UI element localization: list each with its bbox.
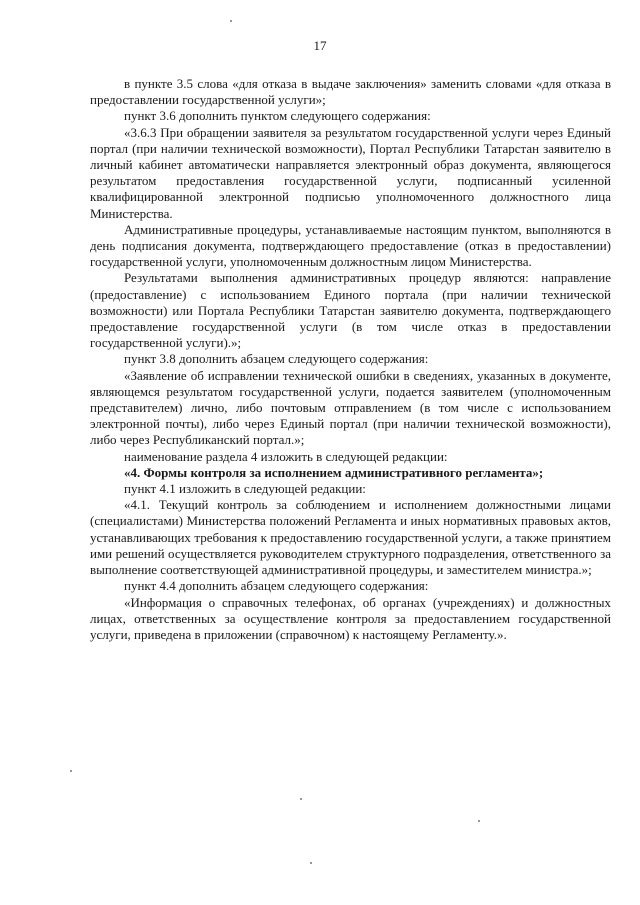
paragraph: в пункте 3.5 слова «для отказа в выдаче заключения» заменить словами «для отказа в предоставлении государственной услуги»;	[90, 76, 611, 108]
page-number: 17	[313, 38, 327, 53]
scan-speck	[70, 770, 72, 772]
scan-speck	[310, 862, 312, 864]
paragraph: пункт 4.1 изложить в следующей редакции:	[124, 481, 366, 497]
document-body	[90, 76, 611, 643]
paragraph: «3.6.3 При обращении заявителя за результатом государственной услуги через Единый портал (при наличии технической возможности), Портал Республики Татарстан заявителю в личный кабинет автоматически направляется электронный образ документа, являющегося результатом предоставления государственной услуги, подписанный усиленной квалифицированной электронной подписью уполномоченного должностного лица Министерства.	[90, 124, 611, 221]
paragraph: пункт 3.6 дополнить пунктом следующего содержания:	[124, 108, 431, 124]
scan-speck	[300, 798, 302, 800]
scan-speck	[478, 820, 480, 822]
paragraph: «Заявление об исправлении технической ошибки в сведениях, указанных в документе, являющемся результатом государственной услуги, подается заявителем (уполномоченным представителем) лично, либо почтовым отправлением (в том числе с использованием электронной почты), либо через Единый портал (при наличии технической возможности), либо через Республиканский портал.»;	[90, 367, 611, 448]
paragraph: пункт 3.8 дополнить абзацем следующего содержания:	[124, 351, 429, 367]
paragraph: «Информация о справочных телефонах, об органах (учреждениях) и должностных лицах, ответственных за осуществление контроля за предоставлением государственной услуги, приведена в приложении (справочном) к настоящему Регламенту.».	[90, 594, 611, 642]
paragraph: пункт 4.4 дополнить абзацем следующего содержания:	[124, 578, 429, 594]
paragraph: Административные процедуры, устанавливаемые настоящим пунктом, выполняются в день подписания документа, подтверждающего предоставление (отказ в предоставлении) государственной услуги, уполномоченным должностным лицом Министерства.	[90, 221, 611, 270]
section-heading: «4. Формы контроля за исполнением административного регламента»;	[124, 464, 544, 480]
paragraph: наименование раздела 4 изложить в следующей редакции:	[124, 448, 448, 464]
scan-speck	[230, 20, 232, 22]
paragraph: «4.1. Текущий контроль за соблюдением и исполнением должностными лицами (специалистами) Министерства положений Регламента и иных нормативных правовых актов, устанавливающих требования к предоставлению государственной услуги, а также принятием ими решений осуществляется руководителем структурного подразделения, ответственного за выполнение соответствующей административной процедуры, и заместителем министра.»;	[90, 497, 611, 578]
paragraph: Результатами выполнения административных процедур являются: направление (предоставление) с использованием Единого портала (при наличии технической возможности) или Портала Республики Татарстан заявителю документа, подтверждающего предоставление государственной услуги (в том числе отказ в предоставлении государственной услуги).»;	[90, 270, 611, 351]
